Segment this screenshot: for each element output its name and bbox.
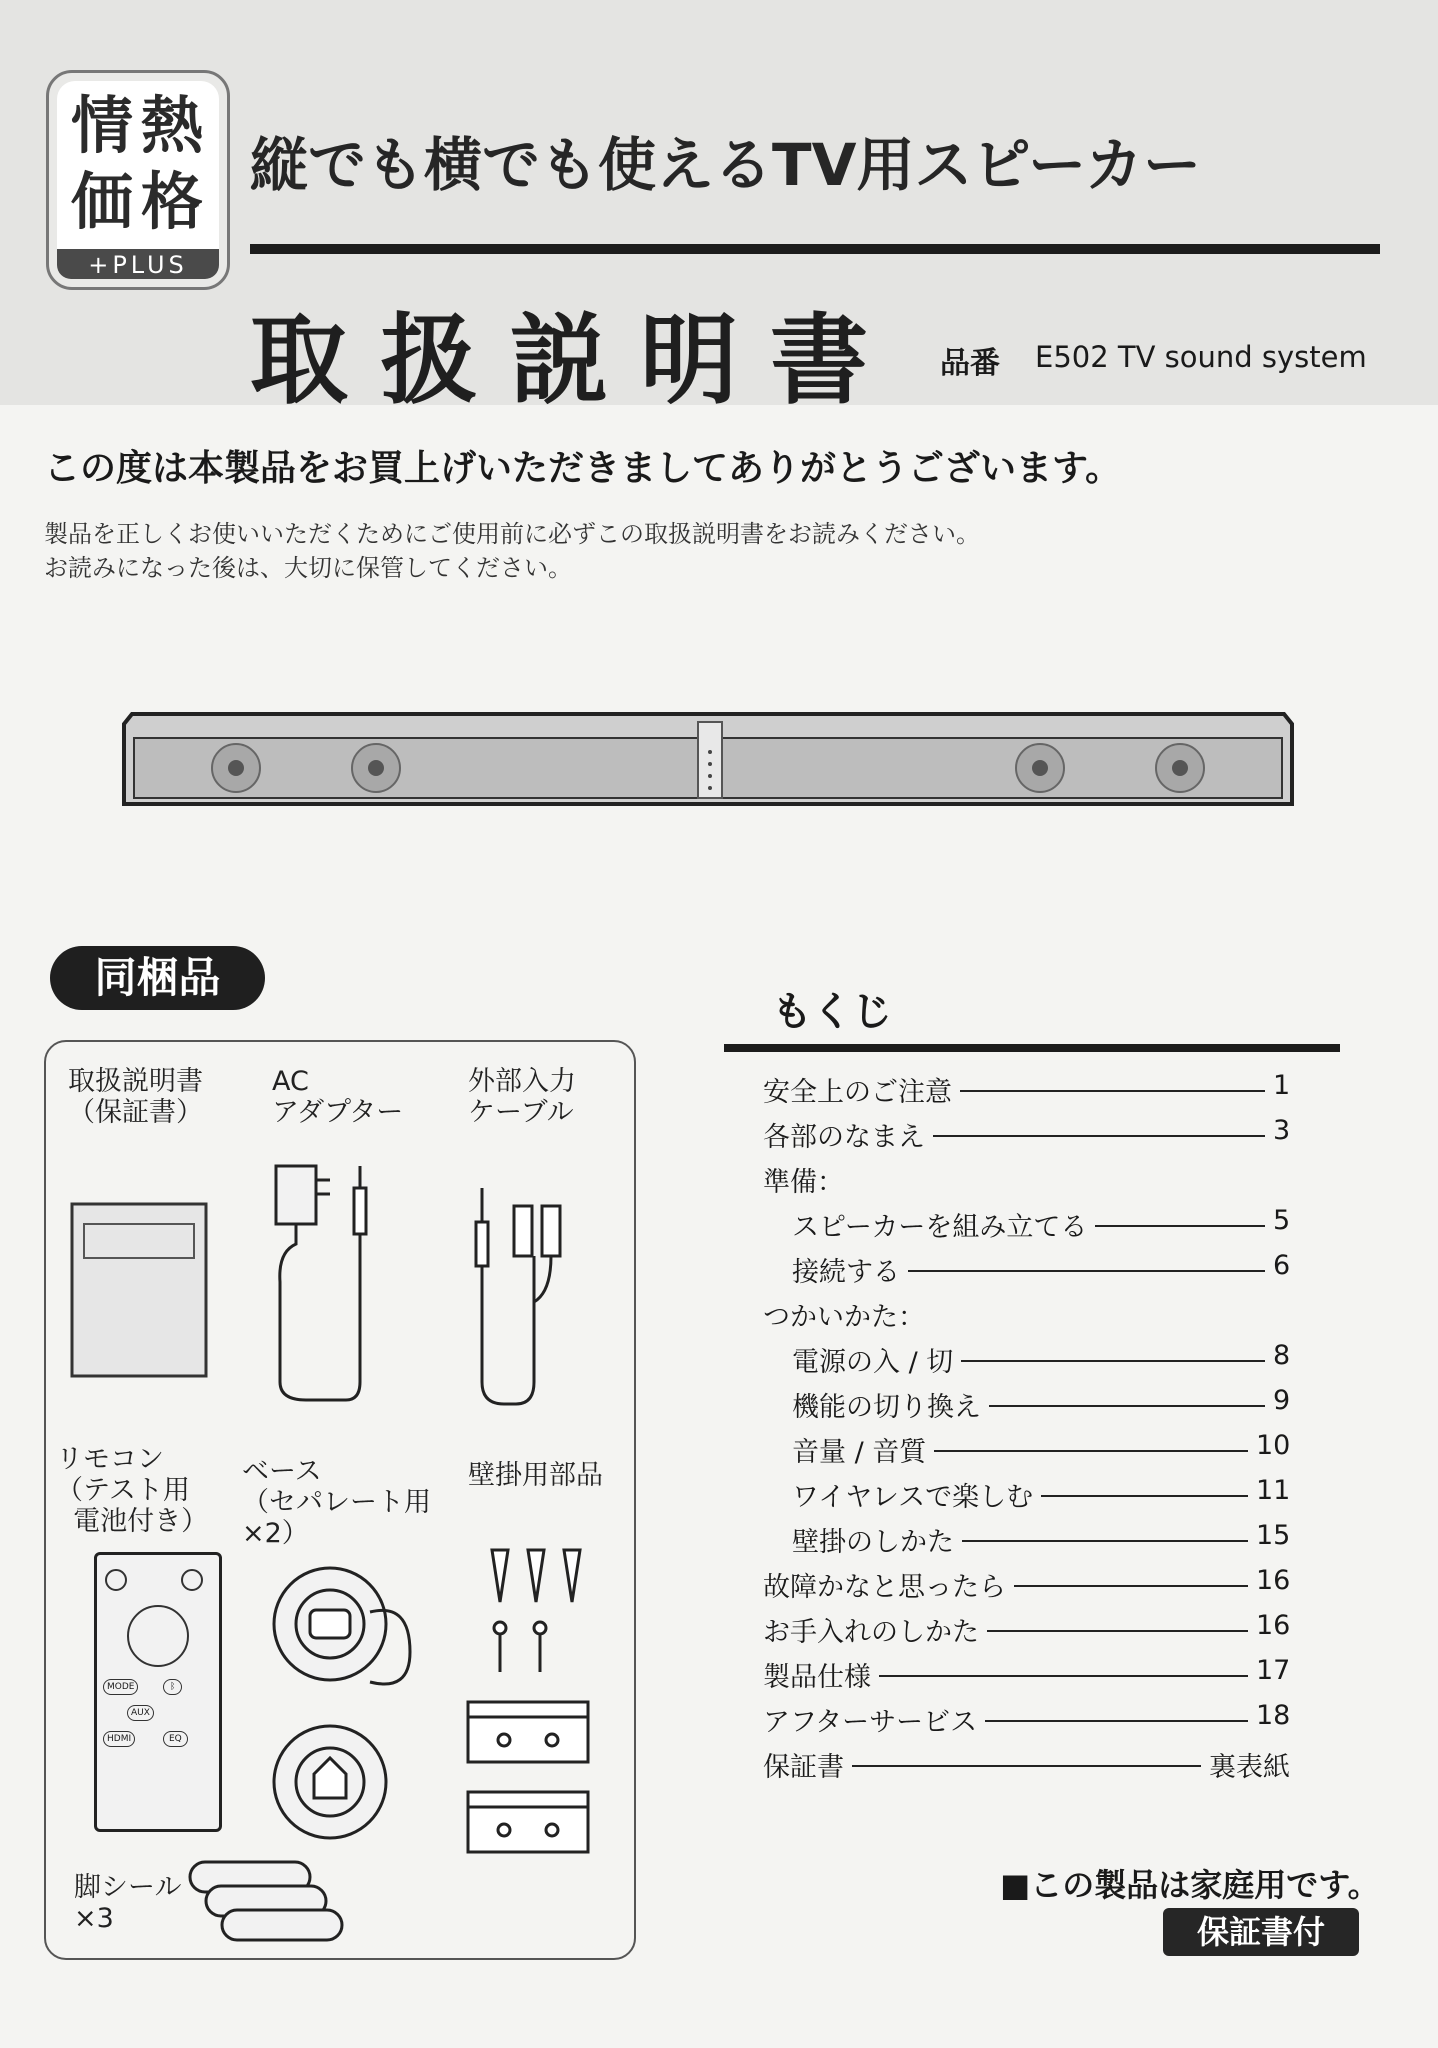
usage-note-2: お読みになった後は、大切に保管してください。: [44, 554, 572, 582]
toc-entry: [763, 1565, 1290, 1605]
item-base-label: ベース （セパレート用 ×2）: [242, 1456, 431, 1550]
manual-booklet-icon: [70, 1202, 210, 1382]
toc-entry-label: 準備：: [763, 1167, 844, 1198]
toc-entry-page: 18: [1256, 1700, 1291, 1731]
remote-control-icon: [94, 1552, 222, 1832]
toc-entry-label: 電源の入 / 切: [792, 1347, 954, 1378]
toc-leader-line: [960, 1090, 1265, 1092]
toc-entry-page: 5: [1273, 1205, 1291, 1236]
item-remote-label: リモコン （テスト用 電池付き）: [56, 1444, 209, 1538]
toc-entry: [763, 1745, 1290, 1785]
toc-entry-label: お手入れのしかた: [763, 1617, 979, 1648]
toc-leader-line: [852, 1765, 1201, 1767]
toc-leader-line: [961, 1360, 1265, 1362]
toc-entry-page: 3: [1273, 1115, 1291, 1146]
toc-entry-label: 接続する: [792, 1257, 900, 1288]
toc-entry-page: 11: [1256, 1475, 1291, 1506]
toc-entry-label: 壁掛のしかた: [792, 1527, 954, 1558]
ac-adapter-icon: [266, 1152, 406, 1412]
toc-entry: [763, 1700, 1290, 1740]
model-value: E502 TV sound system: [1035, 340, 1367, 374]
toc-entry-page: 17: [1256, 1655, 1291, 1686]
toc-leader-line: [1041, 1495, 1248, 1497]
home-use-notice: ■この製品は家庭用です。: [1000, 1866, 1380, 1904]
toc-entry: [763, 1115, 1290, 1155]
remote-power-icon: [105, 1569, 127, 1591]
item-feet-label: 脚シール ×3: [74, 1872, 182, 1935]
soundbar-illustration: [118, 712, 1298, 812]
toc-entry: [792, 1205, 1290, 1245]
toc-entry-label: 音量 / 音質: [792, 1437, 927, 1468]
toc-entry-page: 6: [1273, 1250, 1291, 1281]
input-cable-icon: [466, 1182, 586, 1422]
warranty-badge: 保証書付: [1163, 1908, 1359, 1956]
toc-entry: [792, 1385, 1290, 1425]
toc-entry: [792, 1340, 1290, 1380]
toc-entry: [763, 1070, 1290, 1110]
remote-dpad-icon: [127, 1605, 189, 1667]
logo-char-2: 熱: [141, 89, 204, 162]
toc-entry-page: 9: [1273, 1385, 1291, 1416]
toc-entry-page: 10: [1256, 1430, 1291, 1461]
usage-note-1: 製品を正しくお使いいただくためにご使用前に必ずこの取扱説明書をお読みください。: [44, 520, 980, 548]
remote-mode-button: MODE: [103, 1679, 138, 1695]
item-adapter-label: AC アダプター: [272, 1066, 404, 1129]
title-rule: [250, 244, 1380, 254]
remote-hdmi-button: HDMI: [103, 1731, 135, 1747]
remote-aux-button: AUX: [127, 1705, 154, 1721]
toc-leader-line: [933, 1135, 1265, 1137]
thanks-message: この度は本製品をお買上げいただきましてありがとうございます。: [44, 448, 1122, 489]
item-manual-label: 取扱説明書 （保証書）: [68, 1066, 203, 1129]
toc-entry: [792, 1475, 1290, 1515]
toc-entry-label: ワイヤレスで楽しむ: [792, 1482, 1034, 1513]
toc-entry-page: 15: [1256, 1520, 1291, 1551]
manual-title: 取扱説明書: [250, 304, 901, 418]
toc-entry-label: つかいかた：: [763, 1302, 925, 1333]
toc-leader-line: [962, 1540, 1248, 1542]
wall-mount-parts-icon: [464, 1542, 604, 1882]
toc-entry: [792, 1250, 1290, 1290]
item-wallmount-label: 壁掛用部品: [468, 1460, 603, 1491]
toc-entry: [792, 1430, 1290, 1470]
contents-heading: 同梱品: [50, 946, 265, 1010]
toc-rule: [724, 1044, 1340, 1052]
feet-sticker-icon: [186, 1858, 356, 1948]
toc-leader-line: [908, 1270, 1265, 1272]
toc-entry-page: 裏表紙: [1209, 1752, 1290, 1783]
toc-leader-line: [985, 1720, 1248, 1722]
item-cable-label: 外部入力 ケーブル: [468, 1066, 576, 1129]
toc-entry-page: 8: [1273, 1340, 1291, 1371]
headline: 縦でも横でも使えるTV用スピーカー: [250, 131, 1201, 199]
brand-logo: [46, 70, 230, 290]
remote-mute-icon: [181, 1569, 203, 1591]
toc-entry-page: 16: [1256, 1565, 1291, 1596]
toc-entry: [763, 1295, 1290, 1335]
logo-char-3: 価: [71, 165, 134, 238]
toc-leader-line: [879, 1675, 1248, 1677]
toc-leader-line: [934, 1450, 1248, 1452]
logo-char-4: 格: [141, 165, 204, 238]
toc-entry: [763, 1610, 1290, 1650]
soundbar-svg: [118, 712, 1298, 812]
toc-entry-label: 各部のなまえ: [763, 1122, 925, 1153]
toc-entry-label: 保証書: [763, 1752, 844, 1783]
toc-heading: もくじ: [772, 989, 892, 1035]
toc-leader-line: [1014, 1585, 1248, 1587]
logo-plus: +PLUS: [88, 251, 188, 279]
toc-entry-label: 安全上のご注意: [763, 1077, 952, 1108]
logo-panel: [57, 81, 219, 257]
model-label: 品番: [940, 346, 1000, 381]
remote-eq-button: EQ: [163, 1731, 188, 1747]
logo-char-1: 情: [71, 89, 134, 162]
toc-entry-page: 1: [1273, 1070, 1291, 1101]
toc-entry: [792, 1520, 1290, 1560]
toc-entry-page: 16: [1256, 1610, 1291, 1641]
remote-bluetooth-icon: ᛒ: [163, 1679, 182, 1695]
toc-entry: [763, 1160, 1290, 1200]
toc-leader-line: [987, 1630, 1248, 1632]
base-stand-icon: [270, 1562, 420, 1852]
contents-box: [44, 1040, 636, 1960]
toc-entry-label: 故障かなと思ったら: [763, 1572, 1006, 1603]
toc-leader-line: [989, 1405, 1265, 1407]
toc-entry: [763, 1655, 1290, 1695]
toc-entry-label: 機能の切り換え: [792, 1392, 981, 1423]
toc-entry-label: スピーカーを組み立てる: [792, 1212, 1088, 1243]
toc-entry-label: 製品仕様: [763, 1662, 871, 1693]
toc-entry-label: アフターサービス: [763, 1707, 978, 1738]
toc-leader-line: [1095, 1225, 1265, 1227]
